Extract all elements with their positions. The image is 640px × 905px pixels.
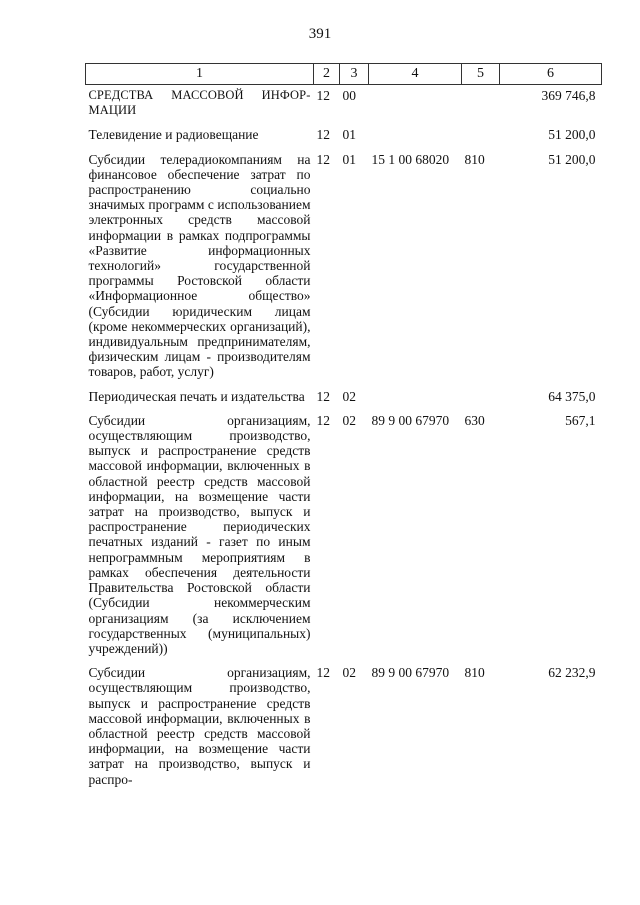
row-section: 12: [316, 665, 330, 681]
row-type: [462, 85, 500, 119]
row-type: 630: [464, 412, 485, 428]
row-section: 12: [316, 127, 330, 143]
table-row: [86, 380, 602, 404]
row-subsection: 02: [342, 412, 356, 428]
row-type: [462, 380, 500, 404]
table-row: [86, 656, 602, 787]
header-col-5: 5: [462, 64, 500, 85]
header-col-2: 2: [314, 64, 340, 85]
row-name: СРЕДСТВА МАССОВОЙ ИНФОР-МАЦИИ: [88, 88, 311, 118]
page-number: 391: [308, 26, 332, 42]
row-target: 15 1 00 68020: [371, 151, 450, 167]
row-name: Телевидение и радиовещание: [88, 127, 259, 143]
row-target: [369, 380, 462, 404]
table-header-row: [86, 64, 602, 85]
row-subsection: 01: [342, 151, 356, 167]
header-col-3: 3: [340, 64, 369, 85]
row-section: 12: [316, 88, 330, 103]
row-amount: 51 200,0: [548, 151, 596, 167]
row-amount: 64 375,0: [548, 388, 596, 404]
row-amount: 369 746,8: [541, 88, 596, 103]
row-subsection: 02: [342, 388, 356, 404]
header-col-6: 6: [500, 64, 602, 85]
header-col-1: 1: [86, 64, 314, 85]
row-target: [369, 85, 462, 119]
row-target: 89 9 00 67970: [371, 412, 450, 428]
table-row: [86, 118, 602, 142]
row-amount: 62 232,9: [548, 665, 596, 681]
row-subsection: 00: [342, 88, 356, 103]
row-type: 810: [464, 151, 485, 167]
row-name: Субсидии организациям, осуществляющим производство, выпуск и распространение средств массовой информации, включенных в областной реестр средств массовой информации, на возмещение части затрат на производство, выпуск и распро-: [88, 665, 311, 787]
table-row: [86, 404, 602, 656]
row-target: 89 9 00 67970: [371, 665, 450, 681]
row-section: 12: [316, 151, 330, 167]
row-subsection: 02: [342, 665, 356, 681]
row-name: Периодическая печать и издательства: [88, 388, 305, 404]
row-name: Субсидии организациям, осуществляющим производство, выпуск и распространение средств массовой информации, включенных в областной реестр средств массовой информации, на возмещение части затрат на производство, выпуск и распространение периодических печатных изданий - газет по иным непрограммным мероприятиям в рамках обеспечения деятельности Правительства Ростовской области (Субсидии некоммерческим организациям (за исключением государственных (муниципальных) учреждений)): [88, 412, 311, 656]
table-row: [86, 85, 602, 119]
row-section: 12: [316, 388, 330, 404]
header-col-4: 4: [369, 64, 462, 85]
row-name: Субсидии телерадиокомпаниям на финансовое обеспечение затрат по распространению социально значимых программ с использованием электронных средств массовой информации в рамках подпрограммы «Развитие информационных технологий» государственной программы Ростовской области «Информационное общество» (Субсидии юридическим лицам (кроме некоммерческих организаций), индивидуальным предпринимателям, физическим лицам - производителям товаров, работ, услуг): [88, 151, 311, 380]
row-target: [369, 118, 462, 142]
row-section: 12: [316, 412, 330, 428]
row-type: [462, 118, 500, 142]
row-amount: 51 200,0: [548, 127, 596, 143]
row-amount: 567,1: [565, 412, 596, 428]
table-row: [86, 143, 602, 380]
budget-table: [85, 63, 602, 787]
row-subsection: 01: [342, 127, 356, 143]
row-type: 810: [464, 665, 485, 681]
